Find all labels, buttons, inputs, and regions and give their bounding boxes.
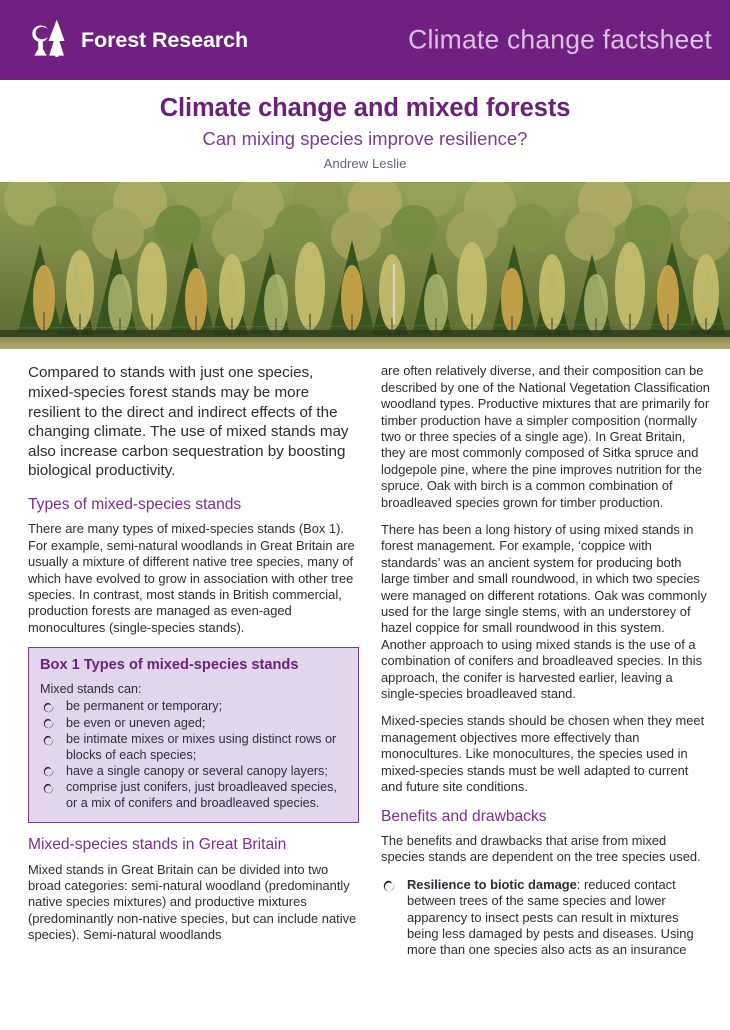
paragraph-history-of-mixed-stands: There has been a long history of using mixed stands in forest management. For example, ‘coppice with standards’ was an ancient system for producing both large timber and small roundwood, in which two species were managed on different rotations. Oak was commonly used for the large single stems, with an understorey of hazel coppice for small roundwood in this system. Another approach to using mixed stands is the use of a combination of conifers and broadleaved species. In this approach, the conifer is harvested earlier, leaving a single-species broadleaved stand. bbox=[381, 522, 707, 702]
benefit-body-text: : reduced contact between trees of the same species and lower apparency to insect pests can result in mixtures being less damaged by pests and diseases. Using more than one species also acts as an insurance bbox=[407, 876, 694, 958]
list-item bbox=[40, 732, 347, 763]
heading-types-of-mixed-species-stands: Types of mixed-species stands bbox=[28, 495, 242, 513]
box-1-title: Box 1 Types of mixed-species stands bbox=[40, 657, 299, 674]
box-1-intro: Mixed stands can: bbox=[40, 681, 142, 696]
brand-logo bbox=[26, 17, 248, 63]
heading-benefits-and-drawbacks: Benefits and drawbacks bbox=[381, 807, 547, 825]
list-item-label: be even or uneven aged; bbox=[66, 715, 206, 730]
paragraph-mixed-species-stands-in-great-britain: Mixed stands in Great Britain can be divided into two broad categories: semi-natural woodland (predominantly native species mixtures) and productive mixtures (predominantly non-native species, but can include native species). Semi-natural woodlands bbox=[28, 861, 357, 943]
forest-trees-logo-icon bbox=[26, 17, 72, 63]
open-circle-bullet-icon bbox=[43, 766, 54, 777]
author-byline: Andrew Leslie bbox=[323, 155, 407, 171]
open-circle-bullet-icon bbox=[43, 702, 54, 713]
open-circle-bullet-icon bbox=[383, 880, 395, 892]
page-title: Climate change and mixed forests bbox=[159, 94, 571, 122]
paragraph-choosing-mixed-stands: Mixed-species stands should be chosen when they meet management objectives more effectively than monocultures. Like monocultures, the species used in mixed-species stands must be well adapted to current and future site conditions. bbox=[381, 713, 705, 795]
open-circle-bullet-icon bbox=[43, 783, 54, 794]
open-circle-bullet-icon bbox=[43, 718, 54, 729]
list-item-label: have a single canopy or several canopy layers; bbox=[66, 763, 328, 778]
page-subtitle: Can mixing species improve resilience? bbox=[202, 128, 528, 150]
lead-paragraph: Compared to stands with just one species, mixed-species forest stands may be more resilient to the direct and indirect effects of the changing climate. The use of mixed stands may also increase carbon sequestration by boosting biological productivity. bbox=[28, 364, 349, 480]
list-item-label: be intimate mixes or mixes using distinct rows or blocks of each species; bbox=[66, 732, 337, 762]
box-1-list bbox=[40, 699, 347, 811]
left-column bbox=[28, 363, 359, 958]
factsheet-label: Climate change factsheet bbox=[408, 24, 712, 55]
open-circle-bullet-icon bbox=[43, 735, 54, 746]
list-item bbox=[40, 780, 347, 811]
banner-photo bbox=[0, 182, 730, 349]
title-block bbox=[0, 80, 730, 171]
list-item bbox=[40, 764, 347, 779]
paragraph-benefits-intro: The benefits and drawbacks that arise from mixed species stands are dependent on the tree species used. bbox=[381, 832, 701, 865]
list-item-label: comprise just conifers, just broadleaved species, or a mix of conifers and broadleaved species. bbox=[66, 780, 337, 810]
paragraph-types-of-mixed-species-stands: There are many types of mixed-species stands (Box 1). For example, semi-natural woodlands in Great Britain are usually a mixture of different native tree species, many of which have evolved to grow in association with other tree species. In contrast, most stands in British commercial, production forests are managed as even-aged monocultures (single-species stands). bbox=[28, 521, 355, 635]
paragraph-continued-composition: are often relatively diverse, and their composition can be described by one of the National Vegetation Classification woodland types. Productive mixtures that are primarily for timber production have a simpler composition (normally two or three species of a single age). In Great Britain, they are most commonly composed of Sitka spruce and lodgepole pine, where the pine improves nutrition for the spruce. Oak with birch is a common combination of broadleaved species grown for timber production. bbox=[381, 363, 710, 510]
list-item bbox=[381, 877, 712, 959]
right-column bbox=[381, 363, 712, 958]
list-item-label: be permanent or temporary; bbox=[66, 699, 223, 714]
page-header-band bbox=[0, 0, 730, 80]
box-1-types-of-mixed-species-stands bbox=[28, 647, 359, 823]
body-columns bbox=[0, 349, 730, 958]
list-item bbox=[40, 716, 347, 731]
benefit-lead-label: Resilience to biotic damage bbox=[407, 876, 577, 892]
heading-mixed-species-stands-in-great-britain: Mixed-species stands in Great Britain bbox=[28, 836, 287, 854]
list-item bbox=[40, 699, 347, 714]
benefits-list bbox=[381, 877, 712, 959]
brand-name: Forest Research bbox=[81, 27, 248, 52]
